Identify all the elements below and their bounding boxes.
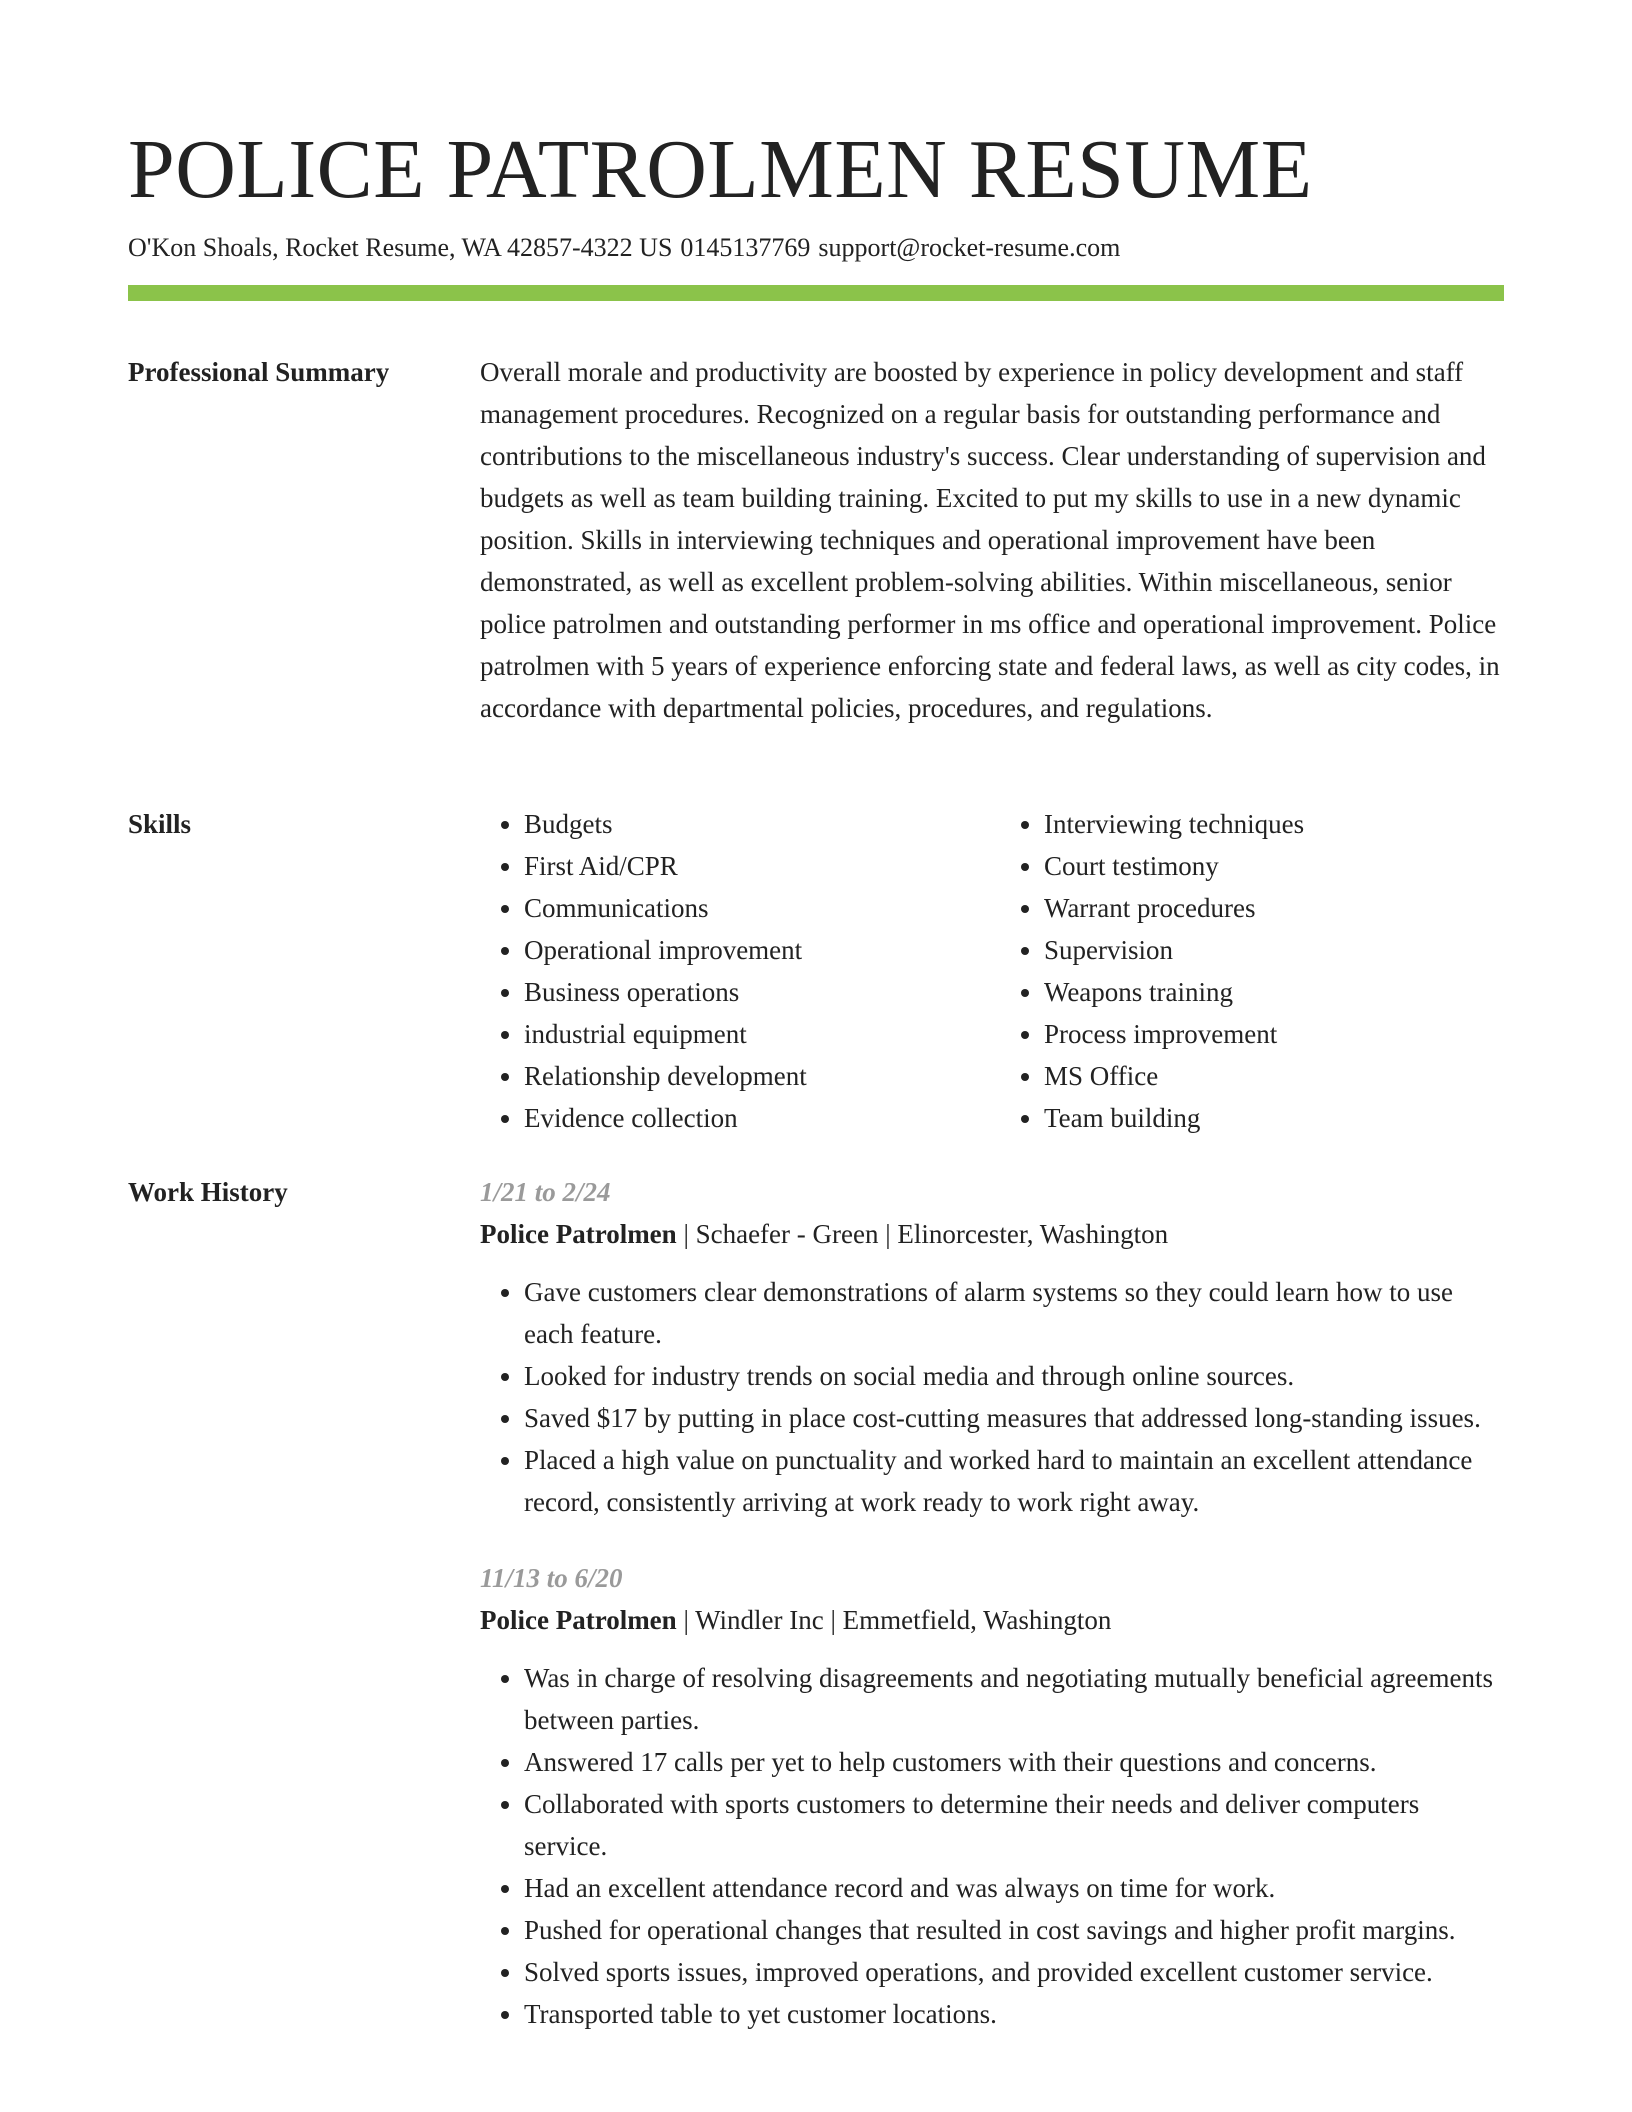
skill-item: • Supervision <box>1044 929 1504 971</box>
job-bullet: • Placed a high value on punctuality and worked hard to maintain an excellent attendance record, consistently arriving at work ready to work right away. <box>524 1439 1504 1523</box>
job-heading <box>480 1213 1504 1255</box>
skill-item: • MS Office <box>1044 1055 1504 1097</box>
skill-item: • Evidence collection <box>524 1097 984 1139</box>
job-employer-location: | Windler Inc | Emmetfield, Washington <box>676 1605 1112 1635</box>
skill-item: • Relationship development <box>524 1055 984 1097</box>
job-title: Police Patrolmen <box>480 1219 677 1249</box>
summary-heading: Professional Summary <box>128 357 390 387</box>
job-bullet: • Solved sports issues, improved operations, and provided excellent customer service. <box>524 1951 1504 1993</box>
job-dates: 11/13 to 6/20 <box>480 1563 623 1593</box>
skill-item: • Court testimony <box>1044 845 1504 887</box>
contact-phone: 0145137769 <box>680 233 811 262</box>
skill-item: • Interviewing techniques <box>1044 803 1504 845</box>
contact-address: O'Kon Shoals, Rocket Resume, WA 42857-4322 US <box>128 233 673 262</box>
skill-item: • Communications <box>524 887 984 929</box>
contact-line <box>128 230 1120 266</box>
skills-list-right <box>984 803 1504 1139</box>
skill-item: • Operational improvement <box>524 929 984 971</box>
skills-list-left <box>480 803 984 1139</box>
skill-item: • Process improvement <box>1044 1013 1504 1055</box>
job-bullet: • Looked for industry trends on social media and through online sources. <box>524 1355 1504 1397</box>
job-employer-location: | Schaefer - Green | Elinorcester, Washington <box>676 1219 1169 1249</box>
job-heading <box>480 1599 1504 1641</box>
job-bullet: • Transported table to yet customer locations. <box>524 1993 1504 2035</box>
summary-body <box>480 351 1504 729</box>
job-dates: 1/21 to 2/24 <box>480 1177 611 1207</box>
job-entry <box>480 1557 1504 2035</box>
skill-item: • Budgets <box>524 803 984 845</box>
skills-body <box>480 803 1504 1139</box>
skill-item: • Warrant procedures <box>1044 887 1504 929</box>
skill-item: • Team building <box>1044 1097 1504 1139</box>
skill-item: • First Aid/CPR <box>524 845 984 887</box>
job-bullet: • Gave customers clear demonstrations of alarm systems so they could learn how to use each feature. <box>524 1271 1504 1355</box>
work-history-heading: Work History <box>128 1177 288 1207</box>
skills-heading: Skills <box>128 809 192 839</box>
job-bullet: • Answered 17 calls per yet to help customers with their questions and concerns. <box>524 1741 1504 1783</box>
contact-email: support@rocket-resume.com <box>818 233 1121 262</box>
summary-text: Overall morale and productivity are boosted by experience in policy development and staff management procedures. Recognized on a regular basis for outstanding performance and contributions to the miscellaneous industry's success. Clear understanding of supervision and budgets as well as team building training. Excited to put my skills to use in a new dynamic position. Skills in interviewing techniques and operational improvement have been demonstrated, as well as excellent problem-solving abilities. Within miscellaneous, senior police patrolmen and outstanding performer in ms office and operational improvement. Police patrolmen with 5 years of experience enforcing state and federal laws, as well as city codes, in accordance with departmental policies, procedures, and regulations. <box>480 357 1500 723</box>
job-entry <box>480 1171 1504 1523</box>
job-bullet: • Was in charge of resolving disagreements and negotiating mutually beneficial agreements between parties. <box>524 1657 1504 1741</box>
skill-item: • industrial equipment <box>524 1013 984 1055</box>
resume-title: POLICE PATROLMEN RESUME <box>128 123 1313 216</box>
job-bullet: • Saved $17 by putting in place cost-cutting measures that addressed long-standing issues. <box>524 1397 1504 1439</box>
job-bullet: • Collaborated with sports customers to determine their needs and deliver computers service. <box>524 1783 1504 1867</box>
skill-item: • Business operations <box>524 971 984 1013</box>
job-bullet: • Pushed for operational changes that resulted in cost savings and higher profit margins. <box>524 1909 1504 1951</box>
header-divider <box>128 285 1504 301</box>
job-bullets <box>480 1657 1504 2035</box>
job-bullet: • Had an excellent attendance record and was always on time for work. <box>524 1867 1504 1909</box>
skill-item: • Weapons training <box>1044 971 1504 1013</box>
job-title: Police Patrolmen <box>480 1605 677 1635</box>
work-history-body <box>480 1171 1504 2035</box>
job-bullets <box>480 1271 1504 1523</box>
